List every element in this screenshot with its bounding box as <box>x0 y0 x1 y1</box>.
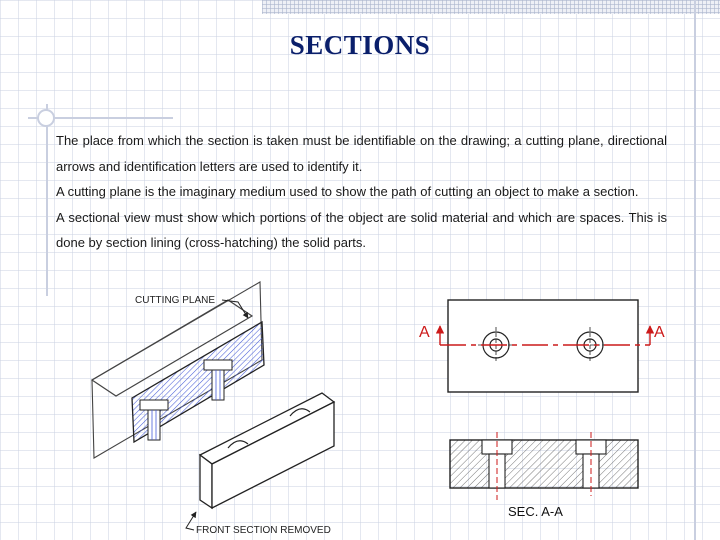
slide-title: SECTIONS <box>289 30 431 60</box>
top-view-figure <box>419 300 665 392</box>
front-section-removed-label: FRONT SECTION REMOVED <box>196 525 331 536</box>
paragraph-2: A cutting plane is the imaginary medium used to show the path of cutting an object to make a section. <box>56 184 639 199</box>
isometric-cutaway-figure <box>92 282 334 536</box>
front-section-removed-block <box>200 393 334 508</box>
section-view-figure <box>450 432 638 519</box>
front-section-leader <box>186 512 196 530</box>
section-caption: SEC. A-A <box>508 504 563 519</box>
cutting-plane-label: CUTTING PLANE <box>135 295 216 306</box>
section-view-hatched <box>450 440 638 488</box>
section-letter-right: A <box>654 324 665 341</box>
section-letter-left: A <box>419 324 430 341</box>
top-view-outline <box>448 300 638 392</box>
paragraph-3: A sectional view must show which portions of the object are solid material and which are spaces. This is done by section lining (cross-hatching) the solid parts. <box>56 209 667 250</box>
cutting-plane-leader <box>222 300 248 318</box>
paragraph-1: The place from which the section is taken must be identifiable on the drawing; a cutting plane, directional arrows and identification letters are used to identify it. <box>56 133 667 174</box>
